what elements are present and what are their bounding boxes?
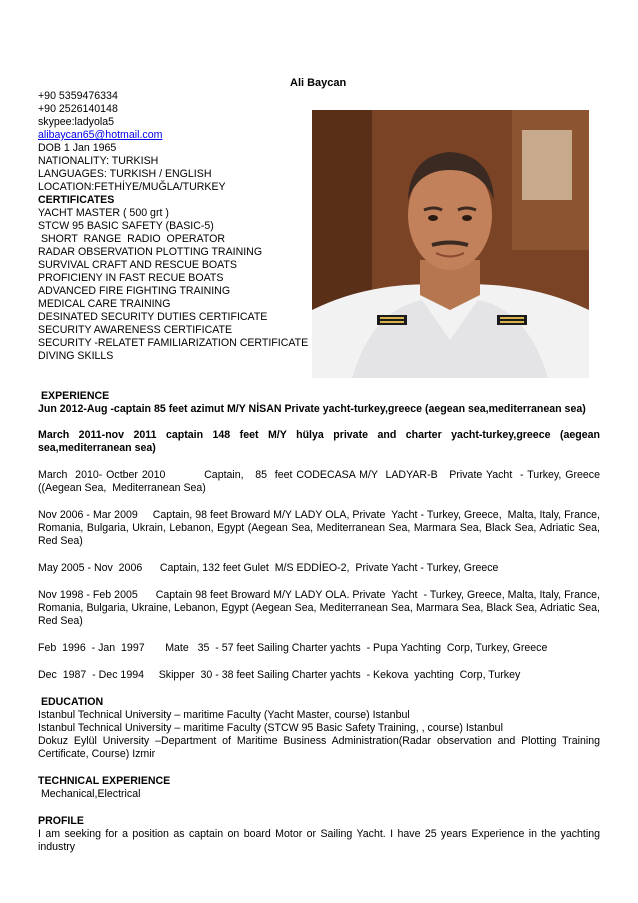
certificates-heading: CERTIFICATES xyxy=(38,194,115,206)
experience-entry: Nov 1998 - Feb 2005 Captain 98 feet Broward M/Y LADY OLA. Private Yacht - Turkey, Greece, Malta, Italy, France, Romania, Bulgaria, Ukraine, Lebanon, Egypt (Aegean Sea, Mediterranean Sea, Marmara Sea, Black Sea, Adriatic Sea, Red Sea) xyxy=(38,589,603,627)
experience-entry: Dec 1987 - Dec 1994 Skipper 30 - 38 feet Sailing Charter yachts - Kekova yachting Corp, Turkey xyxy=(38,669,521,681)
experience-entry: Feb 1996 - Jan 1997 Mate 35 - 57 feet Sailing Charter yachts - Pupa Yachting Corp, Turkey, Greece xyxy=(38,642,548,654)
phone-2: +90 2526140148 xyxy=(38,103,118,115)
profile-text: I am seeking for a position as captain on board Motor or Sailing Yacht. I have 25 years Experience in the yachting industry xyxy=(38,828,600,853)
certificate-item: DESINATED SECURITY DUTIES CERTIFICATE xyxy=(38,311,268,323)
languages: LANGUAGES: TURKISH / ENGLISH xyxy=(38,168,212,180)
technical-text: Mechanical,Electrical xyxy=(38,788,141,800)
education-item: Dokuz Eylül University –Department of Maritime Business Administration(Radar observation and Plotting Training Certificate, Course) Izmir xyxy=(38,735,600,760)
certificate-item: MEDICAL CARE TRAINING xyxy=(38,298,171,310)
certificate-item: RADAR OBSERVATION PLOTTING TRAINING xyxy=(38,246,263,258)
profile-heading: PROFILE xyxy=(38,815,84,827)
certificate-item: SECURITY -RELATET FAMILIARIZATION CERTIFICATE xyxy=(38,337,309,349)
experience-heading: EXPERIENCE xyxy=(38,390,110,402)
location: LOCATION:FETHİYE/MUĞLA/TURKEY xyxy=(38,181,226,193)
education-item: Istanbul Technical University – maritime Faculty (STCW 95 Basic Safety Training, , course) Istanbul xyxy=(38,722,503,734)
certificate-item: DIVING SKILLS xyxy=(38,350,114,362)
profile-photo-illustration xyxy=(312,110,589,378)
education-heading: EDUCATION xyxy=(38,696,104,708)
certificate-item: SECURITY AWARENESS CERTIFICATE xyxy=(38,324,233,336)
phone-1: +90 5359476334 xyxy=(38,90,118,102)
profile-photo xyxy=(312,110,589,378)
experience-entry-bold: Jun 2012-Aug -captain 85 feet azimut M/Y NİSAN Private yacht-turkey,greece (aegean sea,mediterranean sea) xyxy=(38,403,586,415)
experience-entry: March 2010- Octber 2010 Captain, 85 feet CODECASA M/Y LADYAR-B Private Yacht - Turkey, Greece ((Aegean Sea, Mediterranean Sea) xyxy=(38,469,606,494)
certificate-item: YACHT MASTER ( 500 grt ) xyxy=(38,207,169,219)
education-item: Istanbul Technical University – maritime Faculty (Yacht Master, course) Istanbul xyxy=(38,709,410,721)
technical-heading: TECHNICAL EXPERIENCE xyxy=(38,775,171,787)
experience-section xyxy=(38,390,606,854)
nationality: NATIONALITY: TURKISH xyxy=(38,155,159,167)
experience-entry: May 2005 - Nov 2006 Captain, 132 feet Gulet M/S EDDİEO-2, Private Yacht - Turkey, Greece xyxy=(38,562,499,574)
certificate-item: SURVIVAL CRAFT AND RESCUE BOATS xyxy=(38,259,237,271)
skype-id: skypee:ladyola5 xyxy=(38,116,114,128)
email-link[interactable]: alibaycan65@hotmail.com xyxy=(38,129,163,141)
certificate-item: SHORT RANGE RADIO OPERATOR xyxy=(38,233,225,245)
certificate-item: STCW 95 BASIC SAFETY (BASIC-5) xyxy=(38,220,214,232)
experience-entry: Nov 2006 - Mar 2009 Captain, 98 feet Broward M/Y LADY OLA, Private Yacht - Turkey, Greece, Malta, Italy, France, Romania, Bulgaria, Ukrain, Lebanon, Egypt (Aegean Sea, Mediterranean Sea, Marmara Sea, Black Sea, Adriatic Sea, Red Sea) xyxy=(38,509,603,547)
candidate-name: Ali Baycan xyxy=(290,77,347,89)
experience-entry-bold: March 2011-nov 2011 captain 148 feet M/Y hülya private and charter yacht-turkey,greece (aegean sea,mediterranean sea) xyxy=(38,429,600,454)
date-of-birth: DOB 1 Jan 1965 xyxy=(38,142,117,154)
certificate-item: ADVANCED FIRE FIGHTING TRAINING xyxy=(38,285,231,297)
certificate-item: PROFICIENY IN FAST RECUE BOATS xyxy=(38,272,224,284)
